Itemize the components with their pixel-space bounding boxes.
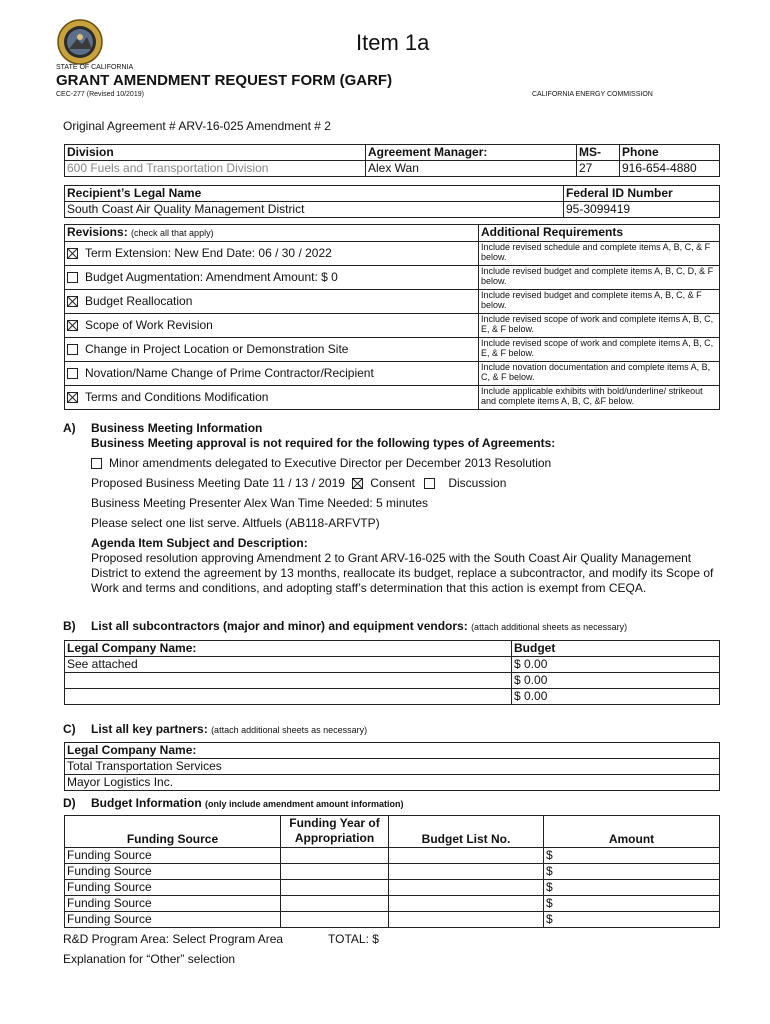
recipient-field[interactable]: South Coast Air Quality Management District [65,202,564,218]
phone-label: Phone [620,145,720,161]
consent-checkbox[interactable] [352,478,363,489]
funding-source-header: Funding Source [65,816,281,848]
subcontractor-budget-header: Budget [512,641,720,657]
revision-requirement: Include novation documentation and complete items A, B, C, & F below. [479,362,720,386]
revision-row [65,266,720,290]
revisions-header [65,225,479,242]
revision-label: Novation/Name Change of Prime Contractor/Recipient [85,366,374,380]
phone-field[interactable]: 916-654-4880 [620,161,720,177]
subcontractor-name-header: Legal Company Name: [65,641,512,657]
revision-label: Scope of Work Revision [85,318,213,332]
partners-table [64,742,720,791]
revision-row [65,314,720,338]
revision-label: Change in Project Location or Demonstration Site [85,342,349,356]
budget-list-field[interactable] [389,848,544,864]
revision-checkbox[interactable] [67,272,78,283]
proposed-date: Proposed Business Meeting Date 11 / 13 / 2019 [91,476,345,490]
amount-field[interactable]: $ [544,848,720,864]
meeting-date-row [91,476,506,490]
minor-amendments-label: Minor amendments delegated to Executive Director per December 2013 Resolution [109,456,552,470]
amount-field[interactable]: $ [544,912,720,928]
funding-year-header: Funding Year of Appropriation [281,816,389,848]
section-a-heading: Business Meeting Information [91,421,263,435]
funding-source-field[interactable]: Funding Source [65,864,281,880]
revision-requirement: Include revised scope of work and complete items A, B, C, E, & F below. [479,314,720,338]
funding-year-field[interactable] [281,848,389,864]
revision-label: Term Extension: New End Date: 06 / 30 / 2022 [85,246,332,260]
page-heading: Item 1a [356,30,430,55]
revision-requirement: Include revised schedule and complete items A, B, C, & F below. [479,242,720,266]
discussion-checkbox[interactable] [424,478,435,489]
agenda-heading: Agenda Item Subject and Description: [91,536,308,550]
consent-label: Consent [370,476,415,490]
revisions-note: (check all that apply) [131,228,214,238]
section-d-letter: D) [63,796,76,810]
budget-list-field[interactable] [389,864,544,880]
subcontractors-table [64,640,720,705]
requirements-label: Additional Requirements [479,225,720,242]
section-c-title [91,722,367,736]
partner-name-header: Legal Company Name: [65,743,720,759]
section-d-heading: Budget Information [91,796,202,810]
partner-name[interactable]: Mayor Logistics Inc. [65,775,720,791]
revision-requirement: Include applicable exhibits with bold/underline/ strikeout and complete items A, B, C, &F below. [479,386,720,410]
budget-row [65,880,720,896]
section-d-title [91,796,404,810]
revision-checkbox[interactable] [67,392,78,403]
amount-field[interactable]: $ [544,896,720,912]
division-field[interactable]: 600 Fuels and Transportation Division [65,161,366,177]
form-title: GRANT AMENDMENT REQUEST FORM (GARF) [56,72,393,89]
minor-amendments-checkbox[interactable] [91,458,102,469]
funding-year-field[interactable] [281,864,389,880]
section-b-note: (attach additional sheets as necessary) [471,622,628,632]
revision-cell [65,386,479,410]
revision-label: Terms and Conditions Modification [85,390,269,404]
subcontractor-name[interactable] [65,689,512,705]
subcontractor-row [65,657,720,673]
revision-cell [65,338,479,362]
ms-field[interactable]: 27 [577,161,620,177]
subcontractor-name[interactable]: See attached [65,657,512,673]
state-label: STATE OF CALIFORNIA [56,64,134,71]
section-c-letter: C) [63,722,76,736]
revision-row [65,362,720,386]
revision-requirement: Include revised budget and complete items A, B, C, D, & F below. [479,266,720,290]
form-code: CEC-277 (Revised 10/2019) [56,91,144,98]
budget-table [64,815,720,928]
budget-row [65,848,720,864]
funding-source-field[interactable]: Funding Source [65,896,281,912]
revision-cell [65,362,479,386]
division-table [64,144,720,177]
budget-row [65,896,720,912]
agreement-line: Original Agreement # ARV-16-025 Amendment # 2 [63,119,331,133]
california-seal-logo [57,19,103,65]
recipient-table [64,185,720,218]
funding-year-field[interactable] [281,896,389,912]
section-d-note: (only include amendment amount information) [205,799,404,809]
funding-year-field[interactable] [281,880,389,896]
subcontractor-row [65,689,720,705]
revision-row [65,338,720,362]
presenter-line: Business Meeting Presenter Alex Wan Time Needed: 5 minutes [91,496,429,510]
partner-row [65,759,720,775]
funding-source-field[interactable]: Funding Source [65,912,281,928]
subcontractor-budget[interactable]: $ 0.00 [512,673,720,689]
budget-list-field[interactable] [389,880,544,896]
amount-field[interactable]: $ [544,864,720,880]
explanation-label: Explanation for “Other” selection [63,952,236,966]
discussion-label: Discussion [448,476,507,490]
section-b-letter: B) [63,619,76,633]
agenda-text: Proposed resolution approving Amendment 2 to Grant ARV-16-025 with the South Coast Air Quality Management District to extend the agreement by 13 months, reallocate its budget, replace a subcontractor, and modify its Scope of Work and terms and conditions, and adopting staff’s determination that this action is exempt from CEQA. [91,551,714,595]
revision-requirement: Include revised budget and complete items A, B, C, & F below. [479,290,720,314]
revision-row [65,242,720,266]
revision-checkbox[interactable] [67,320,78,331]
subcontractor-budget[interactable]: $ 0.00 [512,689,720,705]
partner-row [65,775,720,791]
revision-checkbox[interactable] [67,248,78,259]
manager-label: Agreement Manager: [366,145,577,161]
revision-cell [65,290,479,314]
funding-year-field[interactable] [281,912,389,928]
section-b-title [91,619,627,633]
subcontractor-row [65,673,720,689]
section-a-letter: A) [63,421,76,435]
division-label: Division [65,145,366,161]
amount-header: Amount [544,816,720,848]
revision-checkbox[interactable] [67,296,78,307]
revision-row [65,386,720,410]
revision-checkbox[interactable] [67,344,78,355]
revision-label: Budget Augmentation: Amendment Amount: $ 0 [85,270,338,284]
ms-label: MS- [577,145,620,161]
section-a-subheading: Business Meeting approval is not required for the following types of Agreements: [91,436,556,450]
fedid-field[interactable]: 95-3099419 [564,202,720,218]
partner-name[interactable]: Total Transportation Services [65,759,720,775]
program-area[interactable]: R&D Program Area: Select Program Area [63,932,284,946]
funding-source-field[interactable]: Funding Source [65,848,281,864]
section-b-heading: List all subcontractors (major and minor) and equipment vendors: [91,619,468,633]
revision-label: Budget Reallocation [85,294,193,308]
subcontractor-budget[interactable]: $ 0.00 [512,657,720,673]
fedid-label: Federal ID Number [564,186,720,202]
section-c-note: (attach additional sheets as necessary) [211,725,368,735]
revision-requirement: Include revised scope of work and complete items A, B, C, E, & F below. [479,338,720,362]
recipient-label: Recipient’s Legal Name [65,186,564,202]
revision-cell [65,266,479,290]
revision-cell [65,314,479,338]
budget-row [65,912,720,928]
total-label: TOTAL: $ [328,932,379,946]
revision-row [65,290,720,314]
listserve-line: Please select one list serve. Altfuels (AB118-ARFVTP) [91,516,380,530]
budget-row [65,864,720,880]
budget-list-field[interactable] [389,896,544,912]
funding-source-field[interactable]: Funding Source [65,880,281,896]
revision-checkbox[interactable] [67,368,78,379]
subcontractor-name[interactable] [65,673,512,689]
budget-list-header: Budget List No. [389,816,544,848]
amount-field[interactable]: $ [544,880,720,896]
agency-label: CALIFORNIA ENERGY COMMISSION [532,91,653,98]
manager-field[interactable]: Alex Wan [366,161,577,177]
minor-amendments-row [91,456,551,470]
budget-list-field[interactable] [389,912,544,928]
revisions-label: Revisions: [67,225,128,239]
revision-cell [65,242,479,266]
section-c-heading: List all key partners: [91,722,208,736]
revisions-table [64,224,720,410]
